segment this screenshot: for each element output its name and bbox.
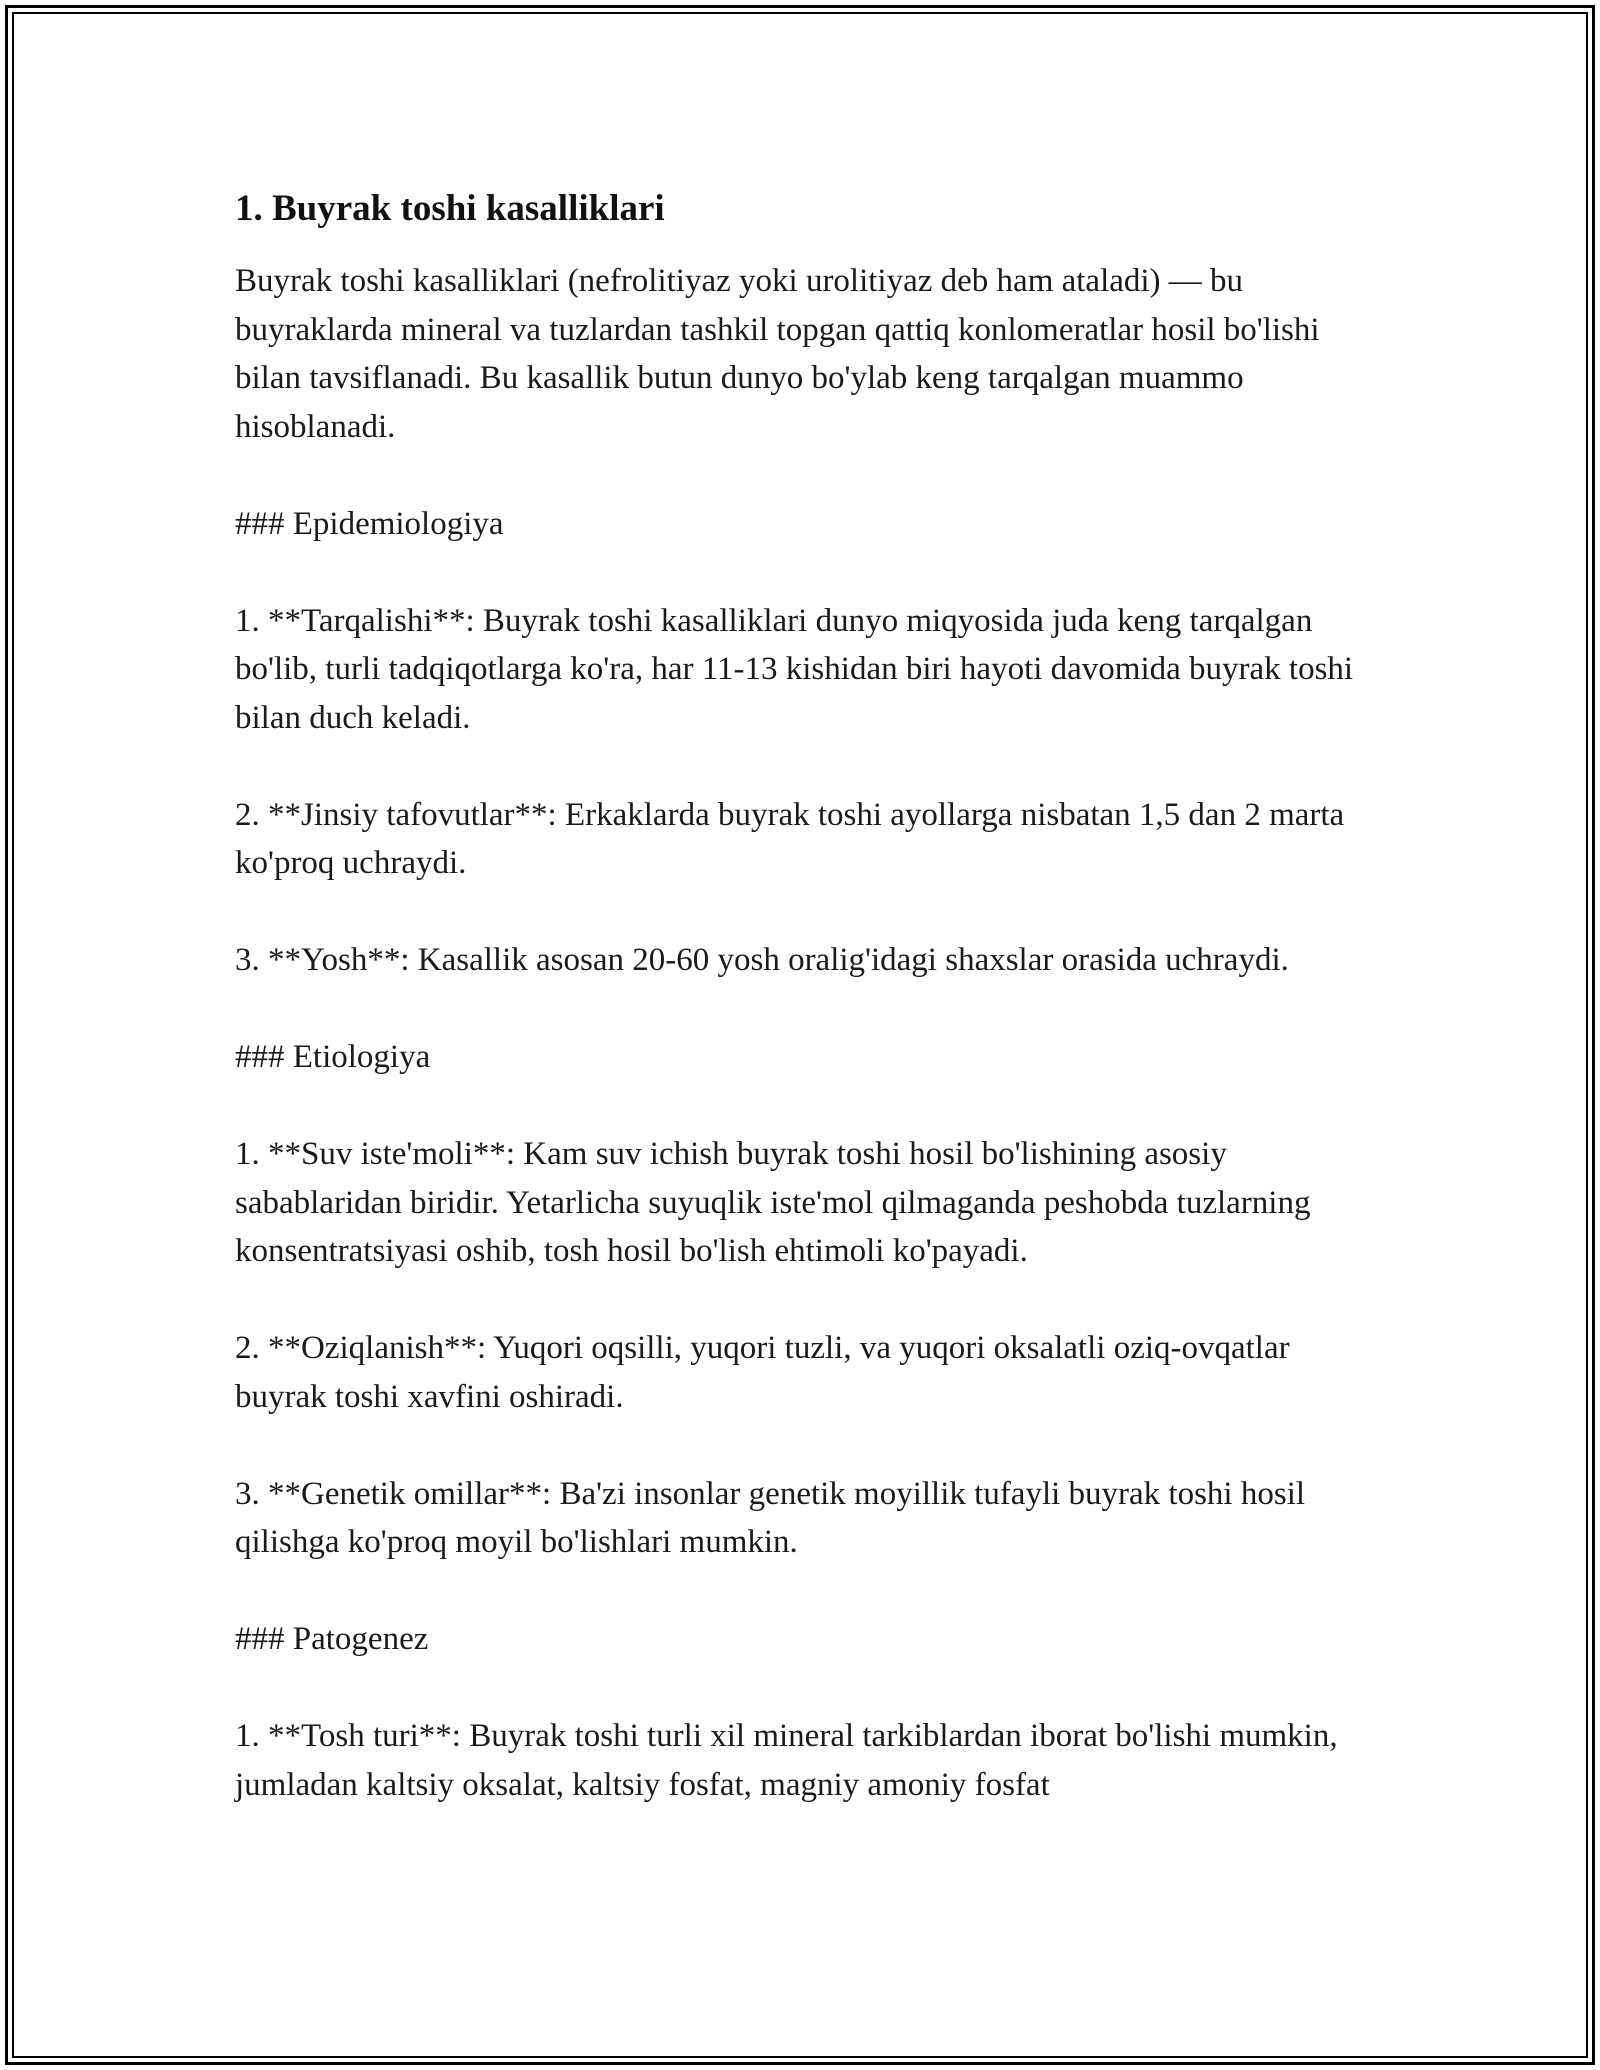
list-item: 2. **Jinsiy tafovutlar**: Erkaklarda buyrak toshi ayollarga nisbatan 1,5 dan 2 marta ko'proq uchraydi. (235, 796, 1345, 881)
section-heading: ### Patogenez (235, 1621, 429, 1657)
section-heading: ### Epidemiologiya (235, 505, 504, 542)
list-item: 1. **Suv iste'moli**: Kam suv ichish buyrak toshi hosil bo'lishining asosiy sabablaridan biridir. Yetarlicha suyuqlik iste'mol qilmaganda peshobda tuzlarning konsentratsiyasi oshib, tosh hosil bo'lish ehtimoli ko'payadi. (235, 1136, 1311, 1269)
list-item: 1. **Tosh turi**: Buyrak toshi turli xil mineral tarkiblardan iborat bo'lishi mumkin, jumladan kaltsiy oksalat, kaltsiy fosfat, magniy amoniy fosfat (235, 1718, 1338, 1803)
document-body (235, 185, 1365, 1858)
list-item: 1. **Tarqalishi**: Buyrak toshi kasalliklari dunyo miqyosida juda keng tarqalgan bo'lib, turli tadqiqotlarga ko'ra, har 11-13 kishidan biri hayoti davomida buyrak toshi bilan duch keladi. (235, 602, 1354, 736)
section-epidemiologiya (235, 500, 1365, 985)
list-item: 3. **Genetik omillar**: Ba'zi insonlar genetik moyillik tufayli buyrak toshi hosil qilishga ko'proq moyil bo'lishlari mumkin. (235, 1475, 1306, 1560)
section-patogenez (235, 1615, 1365, 1809)
section-etiologiya (235, 1033, 1365, 1567)
document-title: 1. Buyrak toshi kasalliklari (235, 188, 665, 229)
section-heading: ### Etiologiya (235, 1039, 431, 1075)
intro-paragraph: Buyrak toshi kasalliklari (nefrolitiyaz yoki urolitiyaz deb ham ataladi) — bu buyraklarda mineral va tuzlardan tashkil topgan qattiq konlomeratlar hosil bo'lishi bilan tavsiflanadi. Bu kasallik butun dunyo bo'ylab keng tarqalgan muammo hisoblanadi. (235, 263, 1320, 445)
list-item: 2. **Oziqlanish**: Yuqori oqsilli, yuqori tuzli, va yuqori oksalatli oziq-ovqatlar buyrak toshi xavfini oshiradi. (235, 1330, 1290, 1415)
list-item: 3. **Yosh**: Kasallik asosan 20-60 yosh oralig'idagi shaxslar orasida uchraydi. (235, 942, 1289, 978)
